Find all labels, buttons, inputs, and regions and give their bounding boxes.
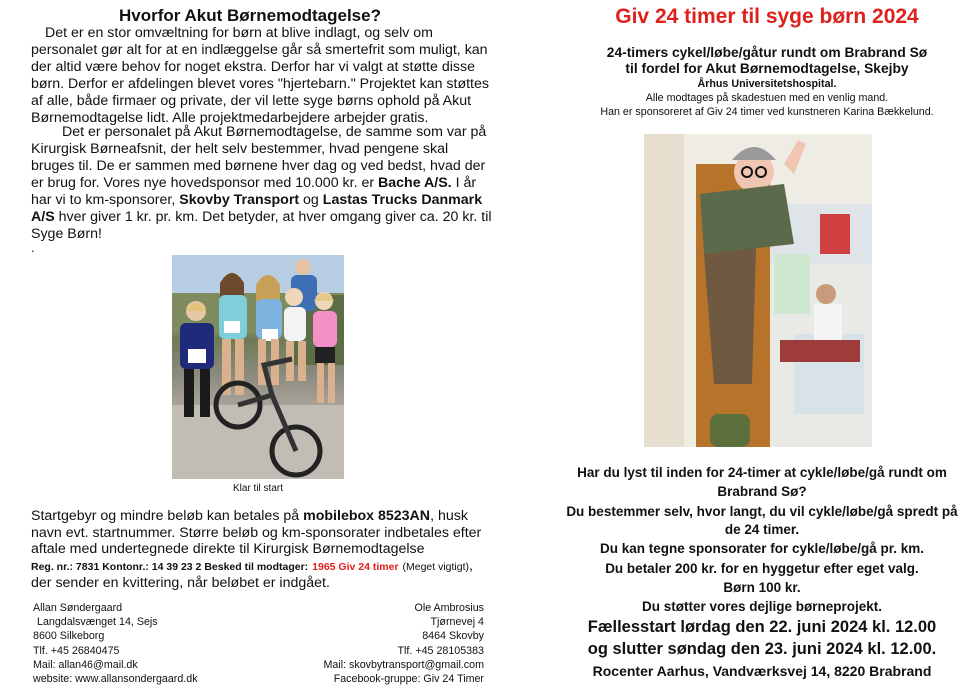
contact-line: Mail: skovbytransport@gmail.com <box>323 658 484 671</box>
event-subtitle-3: Århus Universitetshospital. <box>697 78 837 90</box>
kids-with-bike-photo <box>172 255 344 479</box>
intro-paragraph: Det er en stor omvæltning for børn at blive indlagt, og selv om personalet gør alt for at en indlæggelse går så smertefrit som muligt, kan der altid være behov for noget ekstra. Derfor har vi valgt at støtte disse børn. Derfor er afdelingen blevet vores "hjertebarn." Projektet kan støttes af alle, både firmaer og private, der vil lette syge børns ophold på Akut Børnemodtagelse lidt. Alle projektmedarbejdere arbejder gratis. <box>31 25 489 126</box>
start-time: Fællesstart lørdag den 22. juni 2024 kl. 12.00 <box>587 618 937 636</box>
contact-line: Langdalsvænget 14, Sejs <box>37 616 158 629</box>
sponsor-skovby: Skovby Transport <box>179 192 300 208</box>
payment-text-c: , der sender en kvittering, når beløbet er indgået. <box>31 557 473 591</box>
note-1: Alle modtages på skadestuen med en venlig mand. <box>645 92 889 104</box>
info-line-3: Du bestemmer selv, hvor langt, du vil cykle/løbe/gå spredt på <box>566 504 958 519</box>
contact-line: Tjørnevej 4 <box>430 616 484 629</box>
hospital-sculpture-photo <box>644 134 872 447</box>
contact-line: website: www.allansondergaard.dk <box>33 673 198 686</box>
contact-line: Allan Søndergaard <box>33 602 123 614</box>
bank-details: Reg. nr.: 7831 Kontonr.: 14 39 23 2 Besked til modtager: <box>31 560 309 573</box>
info-line-7: Børn 100 kr. <box>723 580 801 595</box>
contact-line: Tlf. +45 28105383 <box>397 644 484 657</box>
payment-text-a: Startgebyr og mindre beløb kan betales på <box>31 508 300 524</box>
info-line-6: Du betaler 200 kr. for en hyggetur efter eget valg. <box>605 561 919 576</box>
bank-message: 1965 Giv 24 timer <box>312 560 399 573</box>
info-line-8: Du støtter vores dejlige børneprojekt. <box>641 599 883 614</box>
stray-dot: . <box>31 240 35 255</box>
contact-line: 8464 Skovby <box>422 630 484 643</box>
payment-paragraph <box>31 508 493 592</box>
note-2: Han er sponsoreret af Giv 24 timer ved kunstneren Karina Bækkelund. <box>600 106 934 118</box>
contact-line: Mail: allan46@mail.dk <box>33 658 138 671</box>
info-line-5: Du kan tegne sponsorater for cykle/løbe/gå pr. km. <box>599 541 925 556</box>
sponsor-bache: Bache A/S. <box>378 175 452 191</box>
payment-text-b: , husk navn evt. startnummer. Større beløb og km-sponsorater indbetales efter aftale med undertegnede direkte til Kirurgisk Børnemodtagelse <box>31 508 482 557</box>
sponsor-text-b: I år har vi to km-sponsorer, <box>31 175 477 208</box>
contact-line: 8600 Silkeborg <box>33 630 105 643</box>
mobilebox-number: mobilebox 8523AN <box>303 508 431 524</box>
sponsor-text-c: hver giver 1 kr. pr. km. Det betyder, at hver omgang giver ca. 20 kr. til Syge Børn! <box>31 209 492 242</box>
photo-caption: Klar til start <box>232 483 283 494</box>
sponsor-text-a: Det er personalet på Akut Børnemodtagelse, de samme som var på Kirurgisk Børneafsnit, der helt selv bestemmer, hvad pengene skal bruges til. De er sammen med børnene hver dag og ved bedst, hvad der er brug for. Vores nye hovedsponsor med 10.000 kr. er <box>31 124 487 191</box>
info-line-2: Brabrand Sø? <box>717 484 807 499</box>
end-time: og slutter søndag den 23. juni 2024 kl. 12.00. <box>587 640 937 658</box>
sponsor-lastas: Lastas Trucks Danmark A/S <box>31 192 483 225</box>
left-title: Hvorfor Akut Børnemodtagelse? <box>119 6 381 25</box>
bank-message-note: (Meget vigtigt) <box>402 560 470 573</box>
contact-line: Ole Ambrosius <box>414 602 484 614</box>
contact-line: Facebook-gruppe: Giv 24 Timer <box>333 673 484 686</box>
sponsor-og: og <box>303 192 319 208</box>
info-line-1: Har du lyst til inden for 24-timer at cykle/løbe/gå rundt om <box>577 465 947 480</box>
event-subtitle-2: til fordel for Akut Børnemodtagelse, Skejby <box>625 61 909 76</box>
contact-ole <box>323 601 484 686</box>
sponsor-paragraph <box>31 124 493 243</box>
contact-allan <box>33 601 198 686</box>
contact-line: Tlf. +45 26840475 <box>33 644 120 657</box>
event-subtitle-1: 24-timers cykel/løbe/gåtur rundt om Brabrand Sø <box>606 45 928 60</box>
info-line-4: de 24 timer. <box>724 522 800 537</box>
right-title: Giv 24 timer til syge børn 2024 <box>615 5 919 28</box>
event-location: Rocenter Aarhus, Vandværksvej 14, 8220 Brabrand <box>592 663 932 679</box>
